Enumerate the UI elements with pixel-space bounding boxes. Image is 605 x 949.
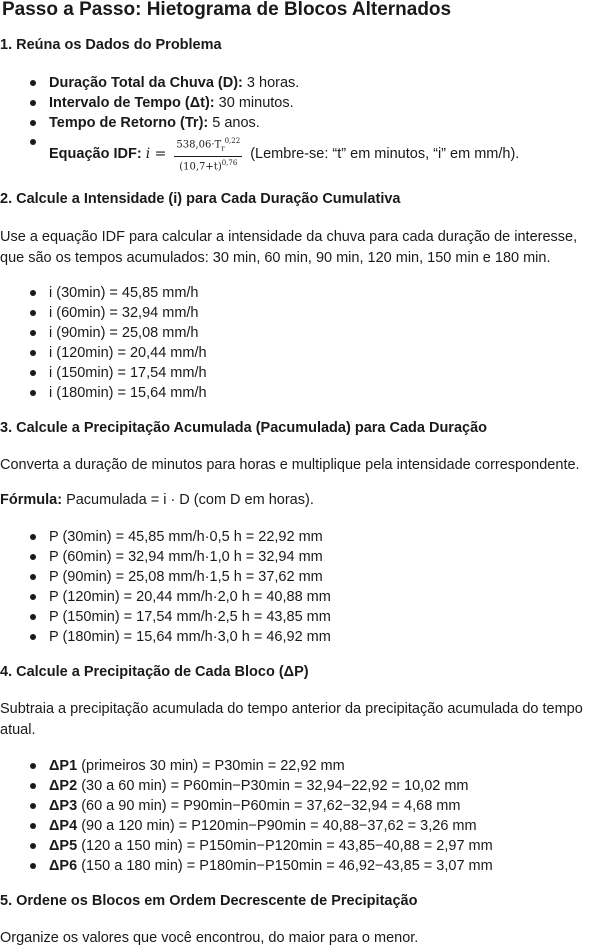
formula-label: Fórmula: [0, 492, 63, 508]
section-1-list [0, 73, 600, 133]
section-4-paragraph: Subtraia a precipitação acumulada do tempo anterior da precipitação acumulada do tempo atual. [0, 701, 583, 738]
formula-text: Pacumulada = i · D (com D em horas). [66, 492, 314, 508]
list-item: ΔP2 (30 a 60 min) = P60min−P30min = 32,94−22,92 = 10,02 mm [0, 776, 600, 796]
list-item [0, 93, 600, 113]
section-2-paragraph: Use a equação IDF para calcular a intensidade da chuva para cada duração de interesse, que são os tempos acumulados: 30 min, 60 min, 90 min, 120 min, 150 min e 180 min. [0, 229, 578, 266]
section-1-heading: 1. Reúna os Dados do Problema [0, 37, 222, 53]
item-label: Tempo de Retorno (Tr): [49, 115, 209, 131]
list-item: i (120min) = 20,44 mm/h [0, 343, 600, 363]
list-item: ΔP6 (150 a 180 min) = P180min−P150min = 46,92−43,85 = 3,07 mm [0, 856, 600, 876]
item-value: 30 minutos. [218, 95, 294, 111]
list-item: ΔP4 (90 a 120 min) = P120min−P90min = 40,88−37,62 = 3,26 mm [0, 816, 600, 836]
idf-equation-list [0, 132, 600, 176]
block-label: ΔP3 [49, 798, 78, 814]
page-title: Passo a Passo: Hietograma de Blocos Alternados [2, 0, 452, 20]
section-5-paragraph: Organize os valores que você encontrou, do maior para o menor. [0, 930, 419, 946]
list-item: ΔP3 (60 a 90 min) = P90min−P60min = 37,62−32,94 = 4,68 mm [0, 796, 600, 816]
section-2-heading: 2. Calcule a Intensidade (i) para Cada Duração Cumulativa [0, 191, 401, 207]
list-item: P (60min) = 32,94 mm/h·1,0 h = 32,94 mm [0, 547, 600, 567]
section-3-paragraph: Converta a duração de minutos para horas e multiplique pela intensidade correspondente. [0, 457, 580, 473]
list-item: ΔP1 (primeiros 30 min) = P30min = 22,92 mm [0, 756, 600, 776]
idf-label: Equação IDF: [49, 146, 142, 162]
idf-numerator: $538,06\cdot T_r^{0,22}$ [174, 135, 242, 156]
block-list [0, 756, 600, 876]
idf-denominator: $(10,7+t)^{0,76}$ [179, 158, 238, 172]
list-item [0, 113, 600, 133]
list-item: i (30min) = 45,85 mm/h [0, 283, 600, 303]
list-item: i (180min) = 15,64 mm/h [0, 383, 600, 403]
item-value: 5 anos. [212, 115, 260, 131]
list-item: P (120min) = 20,44 mm/h·2,0 h = 40,88 mm [0, 587, 600, 607]
block-label: ΔP1 [49, 758, 78, 774]
list-item: P (180min) = 15,64 mm/h·3,0 h = 46,92 mm [0, 627, 600, 647]
block-label: ΔP4 [49, 818, 78, 834]
item-label: Intervalo de Tempo (Δt): [49, 95, 215, 111]
block-label: ΔP5 [49, 838, 78, 854]
block-label: ΔP6 [49, 858, 78, 874]
section-4-heading: 4. Calcule a Precipitação de Cada Bloco (ΔP) [0, 664, 309, 680]
list-item-idf [0, 132, 600, 176]
list-item: i (60min) = 32,94 mm/h [0, 303, 600, 323]
section-5-heading: 5. Ordene os Blocos em Ordem Decrescente de Precipitação [0, 893, 418, 909]
list-item: i (90min) = 25,08 mm/h [0, 323, 600, 343]
list-item: ΔP5 (120 a 150 min) = P150min−P120min = 43,85−40,88 = 2,97 mm [0, 836, 600, 856]
list-item: P (30min) = 45,85 mm/h·0,5 h = 22,92 mm [0, 527, 600, 547]
section-3-heading: 3. Calcule a Precipitação Acumulada (Pacumulada) para Cada Duração [0, 420, 488, 436]
block-label: ΔP2 [49, 778, 78, 794]
formula-line [0, 490, 603, 511]
idf-lhs: i = [145, 146, 167, 162]
item-label: Duração Total da Chuva (D): [49, 75, 243, 91]
list-item: P (150min) = 17,54 mm/h·2,5 h = 43,85 mm [0, 607, 600, 627]
idf-note: (Lembre-se: “t” em minutos, “i” em mm/h). [250, 146, 520, 162]
list-item: i (150min) = 17,54 mm/h [0, 363, 600, 383]
list-item [0, 73, 600, 93]
precipitation-list [0, 527, 600, 647]
intensity-list [0, 283, 600, 403]
list-item: P (90min) = 25,08 mm/h·1,5 h = 37,62 mm [0, 567, 600, 587]
item-value: 3 horas. [246, 75, 300, 91]
idf-fraction [174, 135, 242, 173]
